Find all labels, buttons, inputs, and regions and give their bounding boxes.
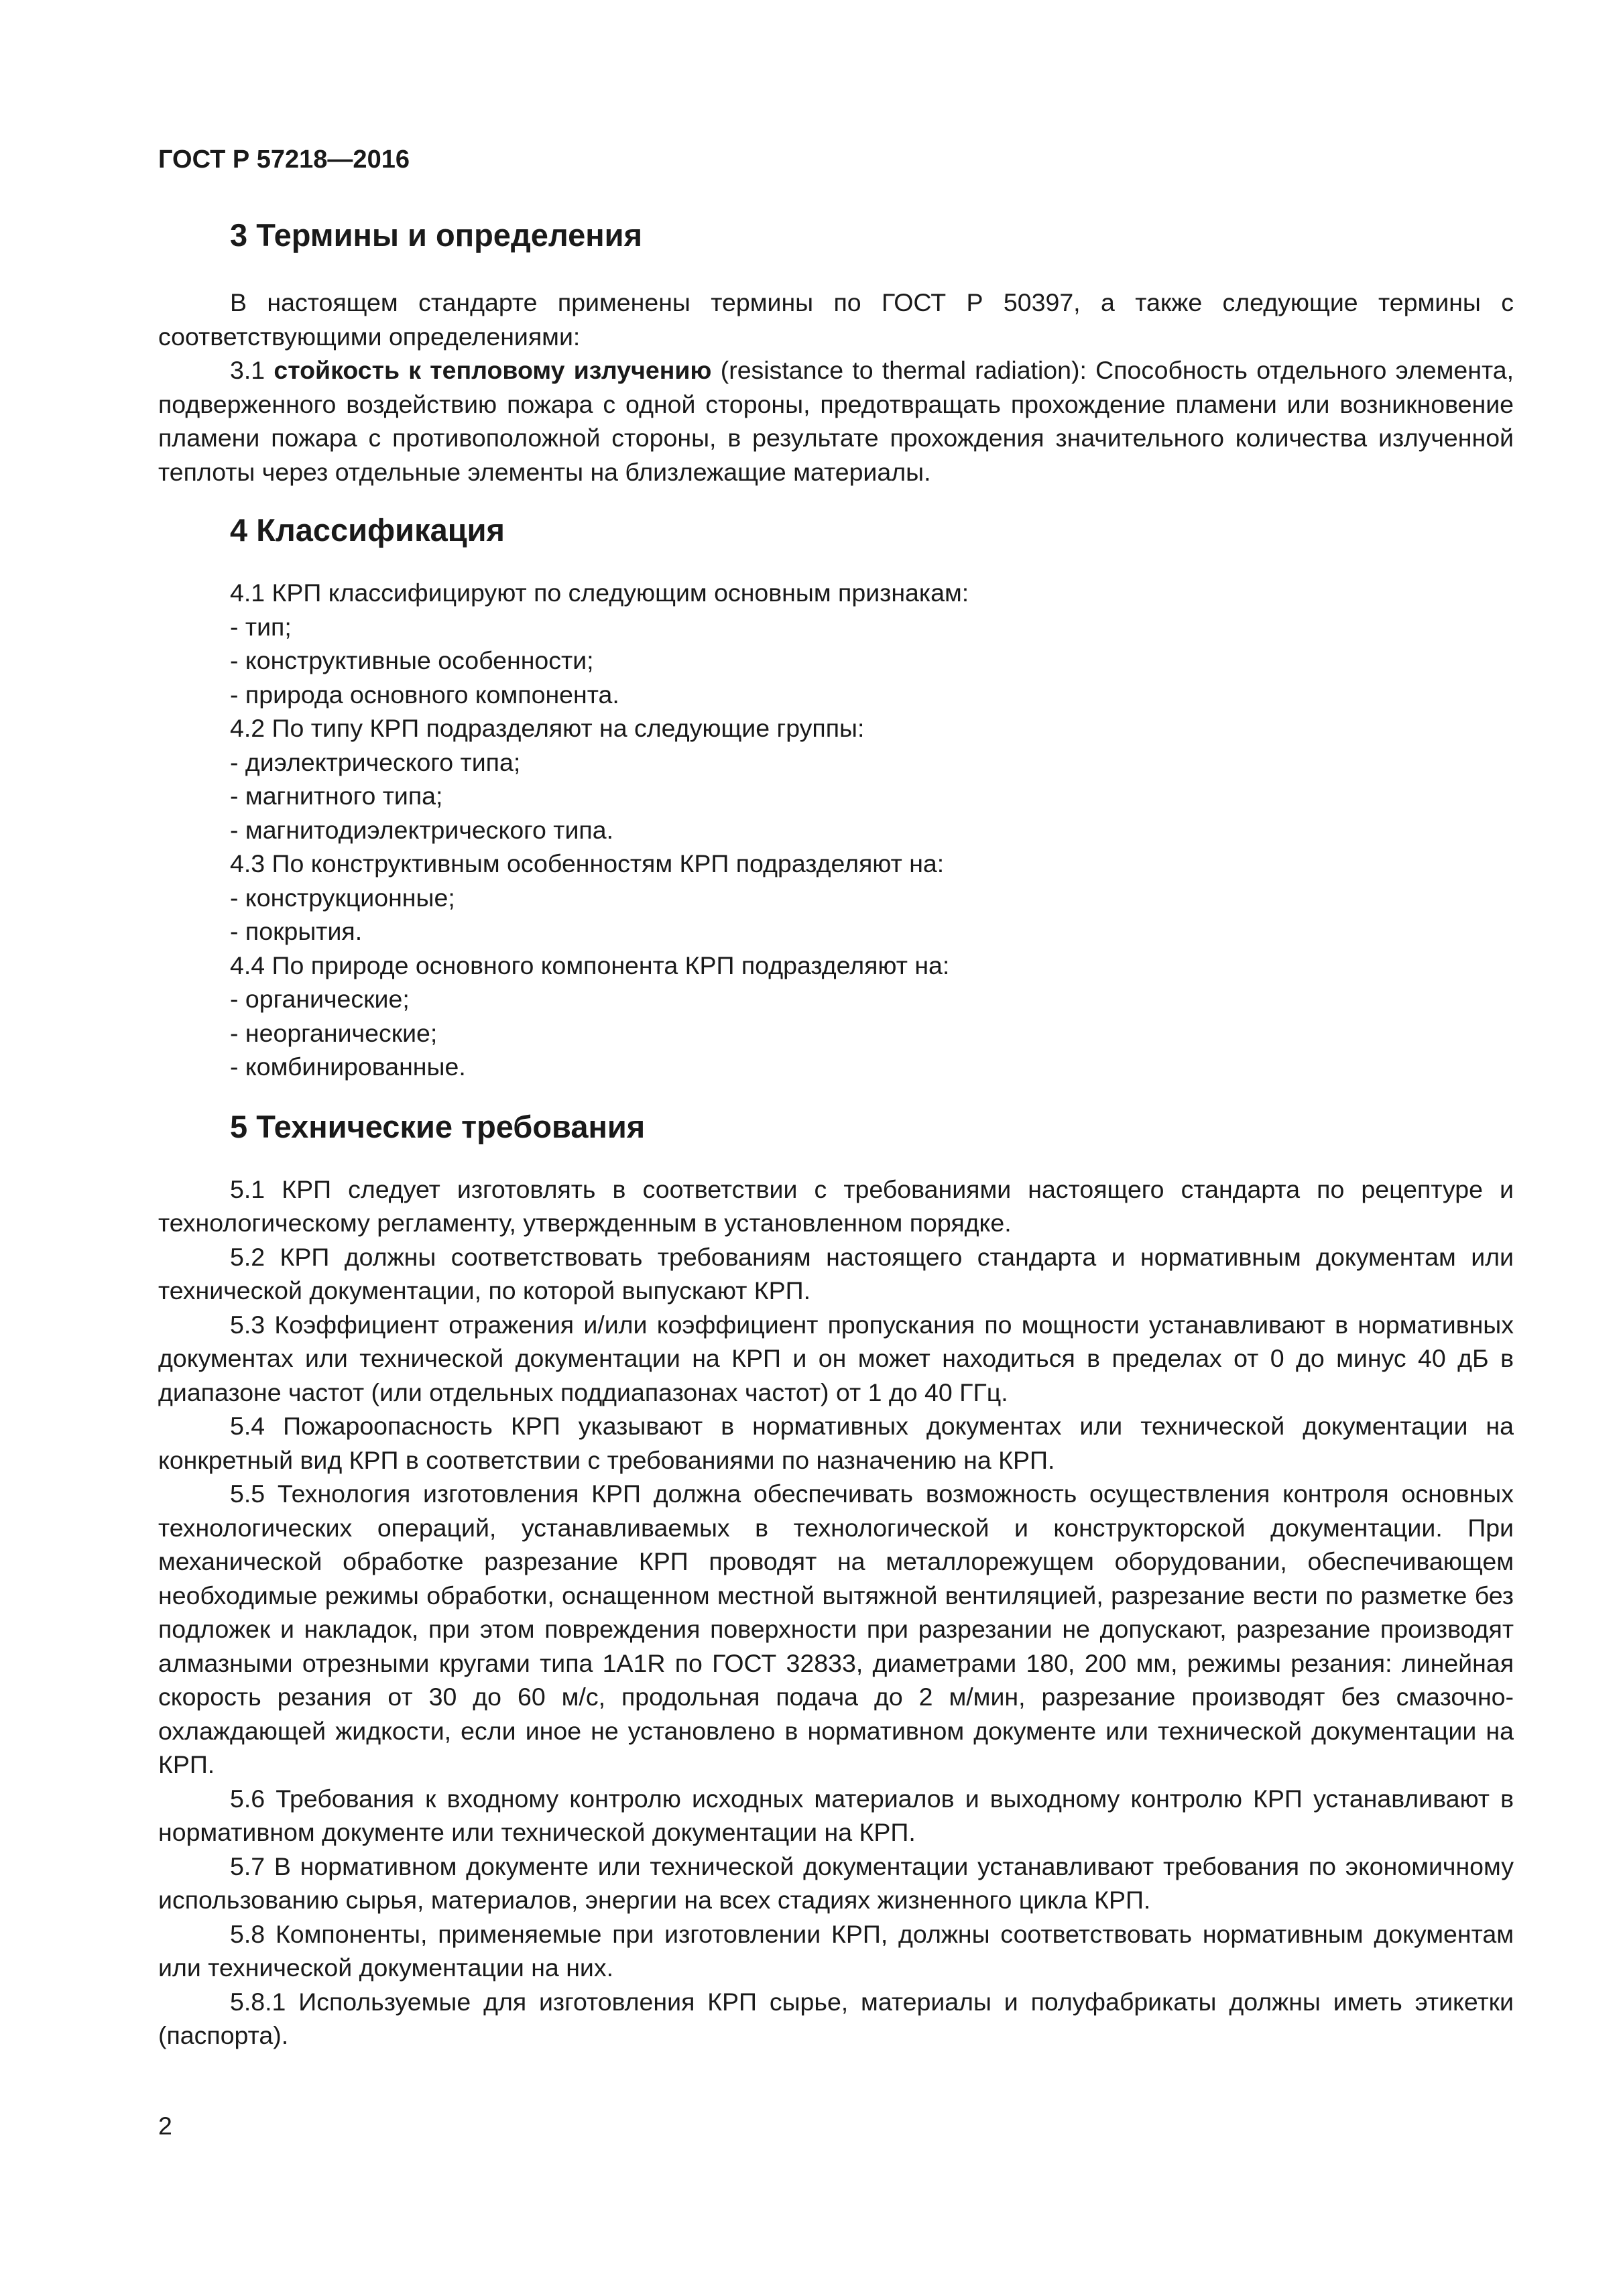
term-3-1: [158, 353, 1514, 489]
section-4-title: 4 Классификация: [230, 512, 505, 548]
list-item: - диэлектрического типа;: [230, 747, 521, 776]
list-item: - покрытия.: [230, 917, 363, 945]
list-item: 4.2 По типу КРП подразделяют на следующие группы:: [230, 714, 865, 742]
list-item: 4.3 По конструктивным особенностям КРП подразделяют на:: [230, 849, 945, 878]
paragraph-5-1: 5.1 КРП следует изготовлять в соответствии с требованиями настоящего стандарта по рецептуре и технологическому регламенту, утвержденным в установленном порядке.: [158, 1174, 1514, 1237]
list-item: - магнитного типа;: [230, 782, 443, 810]
paragraph-5-4: 5.4 Пожароопасность КРП указывают в нормативных документах или технической документации на конкретный вид КРП в соответствии с требованиями по назначению на КРП.: [158, 1412, 1514, 1474]
list-item: 4.4 По природе основного компонента КРП подразделяют на:: [230, 951, 950, 979]
list-item: - неорганические;: [230, 1018, 438, 1047]
section-5-title: 5 Технические требования: [230, 1108, 646, 1144]
list-item: - конструктивные особенности;: [230, 646, 594, 674]
list-item: - тип;: [230, 612, 292, 641]
term-name: стойкость к тепловому излучению: [274, 356, 712, 384]
term-number: 3.1: [230, 356, 265, 384]
list-item: - комбинированные.: [230, 1052, 466, 1081]
requirements-text: [158, 1172, 1514, 2053]
list-item: - конструкционные;: [230, 883, 455, 912]
section-3-intro: В настоящем стандарте применены термины по ГОСТ Р 50397, а также следующие термины с соответствующими определениями:: [158, 288, 1514, 351]
paragraph-5-2: 5.2 КРП должны соответствовать требованиям настоящего стандарта и нормативным документам или технической документации, по которой выпускают КРП.: [158, 1242, 1514, 1305]
list-item: - органические;: [230, 985, 410, 1013]
paragraph-5-5: 5.5 Технология изготовления КРП должна обеспечивать возможность осуществления контроля основных технологических операций, устанавливаемых в технологической и конструкторской документации. При механической обработке разрезание КРП проводят на металлорежущем оборудовании, обеспечивающем необходимые режимы обработки, оснащенном местной вытяжной вентиляцией, разрезание вести по разметке без подложек и накладок, при этом повреждения поверхности при разрезании не допускают, разрезание производят алмазными отрезными кругами типа 1А1R по ГОСТ 32833, диаметрами 180, 200 мм, режимы резания: линейная скорость резания от 30 до 60 м/с, продольная подача до 2 м/мин, разрезание производят без смазочно-охлаждающей жидкости, если иное не установлено в нормативном документе или технической документации на КРП.: [158, 1479, 1514, 1778]
paragraph-5-8: 5.8 Компоненты, применяемые при изготовлении КРП, должны соответствовать нормативным документам или технической документации на них.: [158, 1919, 1514, 1982]
list-item: - магнитодиэлектрического типа.: [230, 815, 614, 844]
list-item: - природа основного компонента.: [230, 680, 619, 709]
term-definition: (resistance to thermal radiation): Способность отдельного элемента, подверженного воздействию пожара с одной стороны, предотвращать прохождение пламени или возникновение пламени пожара с противоположной стороны, в результате прохождения значительного количества излученной теплоты через отдельные элементы на близлежащие материалы.: [158, 356, 1514, 486]
paragraph-5-3: 5.3 Коэффициент отражения и/или коэффициент пропускания по мощности устанавливают в нормативных документах или технической документации на КРП и он может находиться в пределах от 0 до минус 40 дБ в диапазоне частот (или отдельных поддиапазонах частот) от 1 до 40 ГГц.: [158, 1310, 1514, 1406]
document-code: ГОСТ Р 57218—2016: [158, 145, 410, 174]
list-item: 4.1 КРП классифицируют по следующим основным признакам:: [230, 579, 969, 607]
page-number: 2: [158, 2112, 172, 2140]
paragraph-5-7: 5.7 В нормативном документе или технической документации устанавливают требования по экономичному использованию сырья, материалов, энергии на всех стадиях жизненного цикла КРП.: [158, 1852, 1514, 1914]
paragraph-5-6: 5.6 Требования к входному контролю исходных материалов и выходному контролю КРП устанавливают в нормативном документе или технической документации на КРП.: [158, 1784, 1514, 1846]
paragraph-5-8-1: 5.8.1 Используемые для изготовления КРП сырье, материалы и полуфабрикаты должны иметь этикетки (паспорта).: [158, 1987, 1514, 2049]
section-3-title: 3 Термины и определения: [230, 217, 642, 253]
document-page: [158, 144, 1514, 2053]
classification-list: [158, 576, 1514, 1084]
